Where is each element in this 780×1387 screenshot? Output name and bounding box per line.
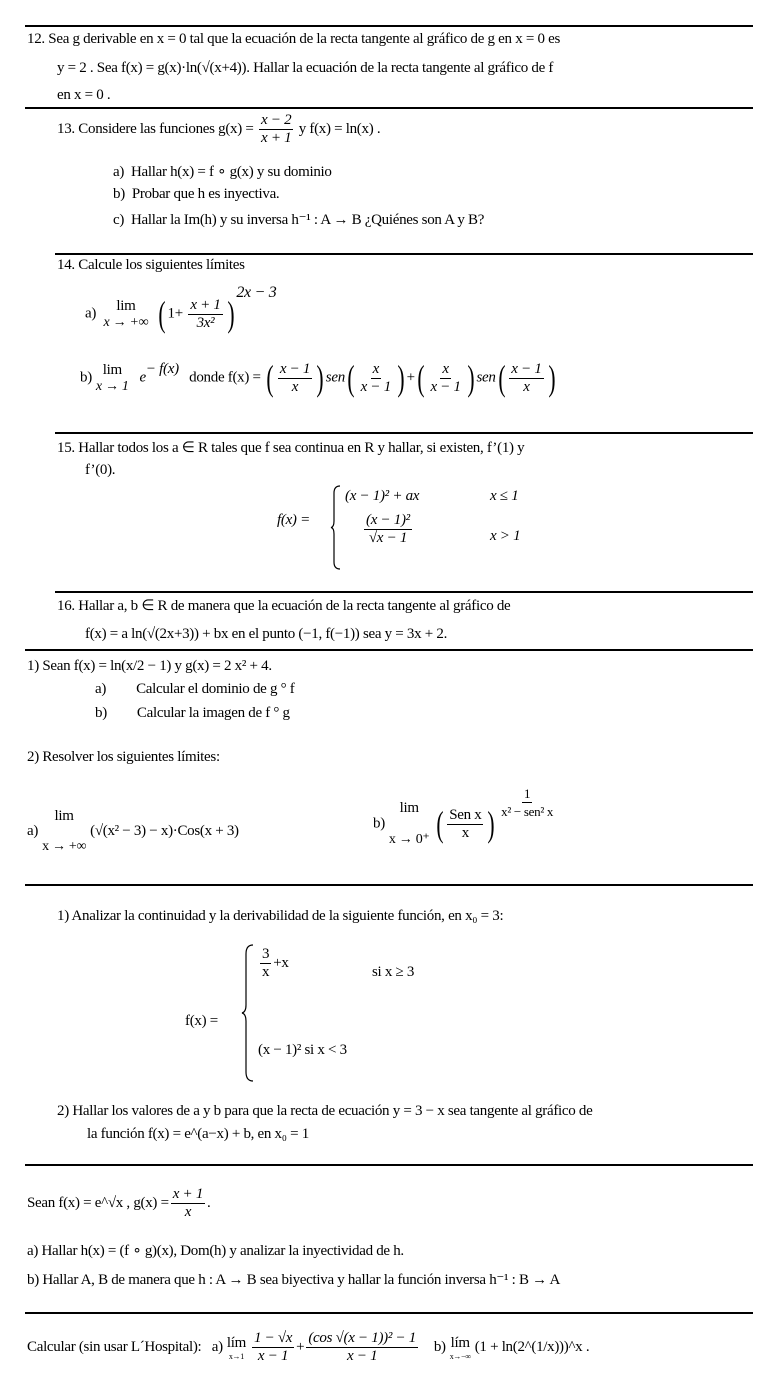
fraction — [447, 807, 483, 842]
item-text: Hallar h(x) = f ∘ g(x) y su dominio — [130, 164, 332, 180]
fraction — [188, 297, 222, 332]
item-label: a) — [113, 164, 125, 180]
denominator: x — [461, 824, 469, 841]
s3-q2-line2: la función f(x) = e^(a−x) + b, en x₀ = 1 — [87, 1126, 309, 1142]
lim-text: lim — [116, 297, 136, 314]
divider — [55, 591, 753, 593]
fraction — [306, 1330, 418, 1365]
piecewise-fx: f(x) = — [277, 512, 310, 528]
s3-q1: 1) Analizar la continuidad y la derivabilidad de la siguiente función, en x₀ = 3: — [57, 908, 504, 924]
intro-end: y f(x) = ln(x) . — [298, 120, 381, 137]
case-1-condition: x ≤ 1 — [490, 488, 519, 504]
paren-open: ( — [417, 358, 425, 398]
exercise-14-b — [80, 360, 557, 396]
case-2-condition: x > 1 — [490, 528, 521, 544]
denominator: x − 1 — [430, 378, 461, 395]
divider — [25, 1312, 753, 1314]
sean-text: Sean f(x) = e^√x , g(x) = — [27, 1194, 169, 1211]
item-label: b) — [80, 369, 92, 386]
intro-text: 13. Considere las funciones g(x) = — [57, 120, 254, 137]
lim-text: lím — [450, 1334, 470, 1351]
numerator: x + 1 — [190, 296, 221, 313]
lim-text: lím — [226, 1334, 246, 1351]
s2-q1b — [95, 705, 290, 722]
numerator: (x − 1)² — [366, 512, 410, 528]
divider — [25, 649, 753, 651]
item-text: Probar que h es inyectiva. — [131, 186, 280, 202]
plus: + — [406, 369, 415, 386]
item-label: b) — [433, 1338, 446, 1355]
paren-close: ) — [487, 804, 495, 844]
s2-limit-a — [27, 808, 239, 855]
paren-close: ) — [316, 358, 324, 398]
divider — [55, 432, 753, 434]
fraction — [171, 1186, 205, 1221]
paren-open: ( — [347, 358, 355, 398]
paren-close: ) — [467, 358, 475, 398]
fraction — [359, 361, 393, 396]
item-label: b) — [113, 186, 125, 202]
lim-text: lim — [399, 800, 419, 816]
exercise-12-line1: 12. Sea g derivable en x = 0 tal que la ecuación de la recta tangente al gráfico de g en x = 0 es — [27, 31, 560, 47]
denominator: x − 1 — [347, 1348, 378, 1364]
paren-open: ( — [435, 804, 443, 844]
denominator: x − 1 — [360, 378, 391, 395]
exercise-16-line1: 16. Hallar a, b ∈ R de manera que la ecuación de la recta tangente al gráfico de — [57, 598, 511, 614]
exercise-16-line2: f(x) = a ln(√(2x+3)) + bx en el punto (−1, f(−1)) sea y = 3x + 2. — [85, 626, 448, 642]
numerator: x − 1 — [511, 360, 542, 377]
numerator: x − 2 — [261, 112, 292, 128]
s4-sean — [27, 1186, 210, 1221]
intro-text: Calcular (sin usar L´Hospital): — [27, 1338, 202, 1355]
denominator: x — [184, 1204, 192, 1220]
numerator: 1 — [524, 785, 531, 801]
divider — [25, 884, 753, 886]
limit — [96, 362, 129, 395]
exercise-14-title: 14. Calcule los siguientes límites — [57, 257, 245, 273]
item-label: c) — [113, 212, 125, 228]
denominator: x + 1 — [261, 130, 292, 146]
exercise-13-item-a — [113, 162, 332, 181]
exercise-13-intro — [57, 112, 380, 147]
s3-q2-line1: 2) Hallar los valores de a y b para que la recta de ecuación y = 3 − x sea tangente al gráfico de — [57, 1103, 593, 1119]
denominator: x — [262, 964, 270, 980]
s2-limit-b — [373, 785, 557, 848]
fraction — [259, 112, 293, 147]
sen-text: sen — [476, 369, 496, 386]
exponent: − f(x) — [145, 361, 179, 378]
numerator: x — [372, 360, 379, 377]
fraction — [252, 1330, 294, 1365]
lim-subscript: x→1 — [228, 1351, 244, 1361]
limit — [450, 1335, 471, 1361]
numerator: (cos √(x − 1))² − 1 — [308, 1330, 416, 1346]
s2-q1a — [95, 681, 294, 698]
paren-open: ( — [497, 358, 505, 398]
sen-text: sen — [325, 369, 345, 386]
expression: (1 + ln(2^(1/x)))^x . — [474, 1338, 590, 1355]
numerator: 3 — [262, 946, 270, 962]
exercise-13-item-c — [113, 210, 484, 229]
denominator: x − 1 — [257, 1348, 289, 1364]
paren-open: ( — [266, 358, 274, 398]
s5-calcular — [27, 1330, 589, 1365]
lim-text: lim — [54, 808, 74, 824]
term: +x — [273, 954, 289, 971]
paren-close: ) — [226, 294, 234, 334]
paren-close: ) — [397, 358, 405, 398]
lim-subscript: x → 1 — [95, 378, 129, 394]
s3-case-2: (x − 1)² si x < 3 — [258, 1042, 347, 1058]
item-text: Calcular el dominio de g ° f — [136, 681, 295, 697]
item-label: a) — [95, 681, 107, 697]
limit — [104, 298, 149, 331]
numerator: x − 1 — [279, 360, 311, 377]
numerator: x + 1 — [172, 1186, 204, 1202]
lim-subscript: x→−∞ — [449, 1351, 471, 1361]
denominator: x² − sen² x — [501, 803, 554, 819]
period: . — [207, 1194, 211, 1211]
case-2 — [362, 512, 414, 547]
s4-b: b) Hallar A, B de manera que h : A → B sea biyectiva y hallar la función inversa h⁻¹ : B → A — [27, 1272, 561, 1288]
paren-open: ( — [158, 294, 166, 334]
fraction — [428, 361, 462, 396]
brace — [241, 944, 255, 1082]
limit — [227, 1335, 246, 1361]
lim-subscript: x → 0⁺ — [388, 832, 430, 847]
exercise-12-line3: en x = 0 . — [57, 87, 111, 103]
numerator: Sen x — [449, 806, 482, 823]
denominator: x — [523, 378, 530, 395]
numerator: x — [442, 360, 449, 377]
item-label: b) — [95, 705, 107, 721]
item-label: b) — [373, 815, 385, 832]
exponent: 2x − 3 — [236, 284, 277, 302]
lim-subscript: x → +∞ — [42, 839, 87, 854]
term: 1+ — [167, 305, 183, 322]
fraction — [260, 946, 271, 981]
brace — [330, 485, 342, 570]
fraction — [509, 361, 543, 396]
divider — [25, 25, 753, 27]
exercise-12-line2: y = 2 . Sea f(x) = g(x)·ln(√(x+4)). Hallar la ecuación de la recta tangente al gráfico de f — [57, 60, 554, 76]
s2-q2: 2) Resolver los siguientes límites: — [27, 749, 220, 765]
fraction — [278, 361, 312, 396]
item-text: Calcular la imagen de f ° g — [136, 705, 290, 721]
s3-fx: f(x) = — [185, 1013, 218, 1029]
fraction — [364, 512, 412, 547]
item-label: a) — [85, 305, 97, 322]
exercise-14-a — [85, 284, 277, 334]
s2-q1: 1) Sean f(x) = ln(x/2 − 1) y g(x) = 2 x² + 4. — [27, 658, 272, 674]
donde-text: donde f(x) = — [189, 369, 261, 386]
divider — [25, 1164, 753, 1166]
plus: + — [296, 1338, 305, 1355]
base: e — [139, 369, 146, 386]
denominator: x — [291, 378, 299, 395]
exercise-13-item-b — [113, 186, 279, 203]
exponent-fraction — [499, 785, 555, 820]
numerator: 1 − √x — [253, 1330, 293, 1346]
exercise-15-line1: 15. Hallar todos los a ∈ R tales que f sea continua en R y hallar, si existen, f’(1) y — [57, 440, 525, 456]
denominator: 3x² — [196, 314, 215, 331]
limit — [42, 808, 86, 855]
divider — [55, 253, 753, 255]
divider — [25, 107, 753, 109]
item-label: a) — [27, 822, 39, 839]
case-1: (x − 1)² + ax — [345, 488, 420, 504]
lim-subscript: x → +∞ — [103, 314, 149, 330]
s4-a: a) Hallar h(x) = (f ∘ g)(x), Dom(h) y analizar la inyectividad de h. — [27, 1243, 404, 1259]
denominator: √x − 1 — [368, 530, 408, 546]
s3-case-1 — [258, 946, 289, 981]
expression: (√(x² − 3) − x)·Cos(x + 3) — [90, 822, 239, 839]
s3-case-1-condition: si x ≥ 3 — [372, 964, 415, 980]
limit — [389, 800, 430, 848]
item-text: Hallar la Im(h) y su inversa h⁻¹ : A → B ¿Quiénes son A y B? — [130, 212, 485, 228]
exercise-15-line2: f’(0). — [85, 462, 116, 478]
paren-close: ) — [547, 358, 555, 398]
item-label: a) — [211, 1338, 223, 1355]
lim-text: lim — [102, 361, 122, 378]
